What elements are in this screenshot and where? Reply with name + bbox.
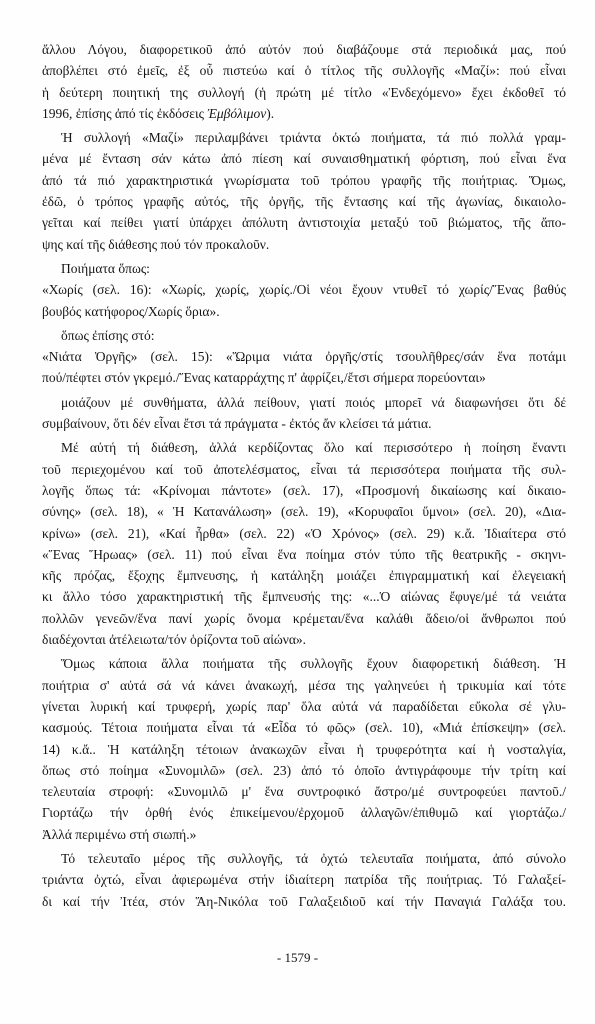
text-line [42, 413, 566, 434]
text-line [42, 325, 566, 346]
text-line [42, 629, 566, 650]
line-text: πού/πέφτει στόν γκρεμό./Ἕνας καταρράχτης π' ἀφρίζει,/ἔτσι σήμερα πορεύονται» [42, 370, 486, 386]
text-line [42, 103, 566, 124]
text-line [42, 39, 566, 60]
line-text: Ἀλλά περιμένω στή σιωπή.» [42, 826, 197, 842]
text-line [42, 891, 566, 912]
text-line [42, 696, 566, 717]
line-text: ἡ δεύτερη ποιητική της συλλογή (ἡ πρώτη μέ τίτλο «Ἐνδεχόμενο» ἔχει ἐκδοθεῖ τό [42, 84, 566, 100]
line-segment: 1996, ἐπίσης ἀπό τίς ἐκδόσεις [42, 105, 208, 121]
line-text: Ὅμως κάποια ἄλλα ποιήματα τῆς συλλογῆς ἔχουν διαφορετική διάθεση. Ἡ [61, 656, 566, 672]
body-text [42, 39, 566, 912]
line-text: διαδέχονται ἀτέλειωτα/τόν ὁρίζοντα τοῦ αἰώνα». [42, 632, 307, 648]
paragraph [42, 653, 566, 845]
text-line [42, 170, 566, 191]
paragraph [42, 127, 566, 255]
line-text: δι καί τήν Ἰτέα, στόν Ἅη-Νικόλα τοῦ Γαλαξειδιοῦ καί τήν Παναγιά Γαλάξα του. [42, 893, 566, 909]
text-line [42, 824, 566, 845]
line-text: Τό τελευταῖο μέρος τῆς συλλογῆς, τά ὀχτώ τελευταῖα ποιήματα, ἀπό σύνολο [61, 850, 566, 866]
text-line [42, 480, 566, 501]
line-text: κρίνω» (σελ. 21), «Καί ἦρθα» (σελ. 22) «Ὁ Χρόνος» (σελ. 29) κ.ἄ. Ἰδιαίτερα στό [42, 525, 566, 541]
quote-line [42, 367, 566, 388]
line-text: μοιάζουν μέ συνθήματα, ἀλλά πείθουν, γιατί ποιός μπορεῖ νά διαφωνήσει ὅτι δέ [61, 394, 566, 410]
paragraph [42, 437, 566, 650]
quote-line [42, 279, 566, 300]
paragraph [42, 39, 566, 124]
text-line [42, 565, 566, 586]
line-text: ποιήτρια σ' αὐτά σά νά κάνει ἀνακωχή, μέσα της γαληνεύει ἡ τρικυμία καί τότε [42, 677, 566, 693]
text-line [42, 212, 566, 233]
text-line [42, 127, 566, 148]
text-line [42, 523, 566, 544]
line-text: συμβαίνουν, ὅτι δέν εἶναι ἔτσι τά πράγματα - ἐκτός ἄν κλείσει τά μάτια. [42, 416, 432, 432]
line-text: σύνης» (σελ. 18), « Ἡ Κατανάλωση» (σελ. 19), «Κορυφαῖοι ὕμνοι» (σελ. 20), «Δια- [42, 504, 566, 520]
line-text: «Χωρίς (σελ. 16): «Χωρίς, χωρίς, χωρίς./Οἱ νέοι ἔχουν ντυθεῖ τό χωρίς/Ἕνας βαθύς [42, 282, 566, 298]
text-line [42, 869, 566, 890]
line-text: ἀπό τά πιό χαρακτηριστικά γνωρίσματα τοῦ τρόπου γραφῆς τῆς ποιήτριας. Ὅμως, [42, 172, 566, 188]
italic-title: Ἐμβόλιμον [207, 105, 267, 121]
quote-line [42, 346, 566, 367]
line-text: τοῦ περιεχομένου καί τοῦ ἀποτελέσματος, εἶναι τά περισσότερα ποιήματα τῆς συλ- [42, 461, 566, 477]
line-text: μένα μέ ἔνταση σάν κάτω ἀπό πίεση καί συναισθηματική φόρτιση, πού εἶναι ἕνα [42, 151, 566, 167]
line-text: ὅπως ἐπίσης στό: [61, 327, 155, 343]
text-line [42, 653, 566, 674]
paragraph [42, 325, 566, 389]
line-text: Μέ αὐτή τή διάθεση, ἀλλά κερδίζοντας ὅλο καί περισσότερο ἡ ποίηση ἔναντι [61, 440, 566, 456]
text-line [42, 82, 566, 103]
line-text: Γιορτάζω τήν ὀρθή ἑνός ἐπικείμενου/ἐρχομοῦ ἀλλαγῶν/ἐπιθυμῶ καί γιορτάζω./ [42, 805, 566, 821]
line-text: ἄλλου Λόγου, διαφορετικοῦ ἀπό αὐτόν πού διαβάζουμε στά περιοδικά μας, πού [42, 42, 566, 57]
text-line [42, 608, 566, 629]
text-line [42, 258, 566, 279]
line-text: τελευταία στροφή: «Συνομιλῶ μ' ἕνα συντροφικό ἄστρο/μέ συντροφεύει παντοῦ./ [42, 784, 566, 800]
line-text: Ἡ συλλογή «Μαζί» περιλαμβάνει τριάντα ὀκτώ ποιήματα, τά πιό πολλά γραμ- [61, 130, 566, 146]
paragraph [42, 392, 566, 435]
text-line [42, 392, 566, 413]
text-line [42, 148, 566, 169]
line-text: πολλῶν γενεῶν/ἕνα πανί χωρίς ὄνομα κρέμεται/ἕνα καλάθι ἄδειο/οἱ ἄνθρωποι πού [42, 610, 566, 626]
line-text: ψης καί τῆς διάθεσης πού τόν προκαλοῦν. [42, 236, 270, 252]
line-text: λογῆς ὅπως τά: «Κρίνομαι πάντοτε» (σελ. 17), «Προσμονή δικαίωσης καί δικαιο- [42, 482, 566, 498]
text-line [42, 675, 566, 696]
text-line [42, 234, 566, 255]
paragraph [42, 848, 566, 912]
line-text: τριάντα ὀχτώ, εἶναι ἀφιερωμένα στήν ἰδιαίτερη πατρίδα τῆς ποιήτριας. Τό Γαλαξεί- [42, 872, 566, 888]
line-text: κι ἄλλο τόσο χαρακτηριστική τῆς ἔμπνευσής της: «...Ὁ αἰώνας ἔφυγε/μέ τά νειάτα [42, 589, 566, 605]
text-line [42, 501, 566, 522]
text-line [42, 459, 566, 480]
text-line [42, 717, 566, 738]
paragraph [42, 258, 566, 322]
text-line [42, 760, 566, 781]
text-line [42, 781, 566, 802]
quote-line [42, 301, 566, 322]
line-text: 14) κ.ἄ.. Ἡ κατάληξη τέτοιων ἀνακωχῶν εἶναι ἡ τρυφερότητα καί ἡ νοσταλγία, [42, 741, 566, 757]
text-line [42, 848, 566, 869]
line-text [42, 103, 274, 124]
text-line [42, 191, 566, 212]
line-text: γίνεται λυρική καί τρυφερή, χωρίς παρ' ὅλα αὐτά νά παραδίδεται εὔκολα σέ γλυ- [42, 698, 566, 714]
text-line [42, 437, 566, 458]
line-text: Ποιήματα ὅπως: [61, 260, 150, 276]
text-line [42, 60, 566, 81]
line-text: γεῖται καί πείθει γιατί ὑπάρχει ἀπόλυτη ἀντιστοιχία μεταξύ τοῦ βιώματος, τῆς ἄπο- [42, 215, 566, 231]
text-line [42, 544, 566, 565]
text-line [42, 586, 566, 607]
line-text: «Ἕνας Ἥρωας» (σελ. 11) πού εἶναι ἕνα ποίημα στόν τύπο τῆς θεατρικῆς - σκηνι- [42, 546, 566, 562]
text-line [42, 739, 566, 760]
line-text: κασμούς. Τέτοια ποιήματα εἶναι τά «Εἶδα τό φῶς» (σελ. 10), «Μιά ἐπίσκεψη» (σελ. [42, 720, 566, 736]
line-text: ὅπως στό ποίημα «Συνομιλῶ» (σελ. 23) ἀπό τό ὁποῖο ἀντιγράφουμε τήν τρίτη καί [42, 762, 566, 778]
line-text: βουβός κατήφορος/Χωρίς ὅρια». [42, 303, 220, 319]
line-text: ἀποβλέπει στό ἐμεῖς, ἐξ οὗ πιστεύω καί ὁ τίτλος τῆς συλλογῆς «Μαζί»: πού εἶναι [42, 63, 566, 79]
line-text: ἐδῶ, ὁ τρόπος γραφῆς αὐτός, τῆς ὀργῆς, τῆς ἔντασης καί τῆς ἀγωνίας, δικαιολο- [42, 194, 566, 210]
line-segment: ). [266, 105, 275, 121]
line-text: κῆς πρόζας, ἔξοχης ἔμπνευσης, ἡ κατάληξη μοιάζει ἐπιγραμματική καί ἐλεγειακή [42, 568, 566, 584]
line-text: «Νιάτα Ὀργῆς» (σελ. 15): «Ὥριμα νιάτα ὀργῆς/στίς τσουλῆθρες/σάν ἕνα ποτάμι [42, 349, 566, 365]
text-line [42, 802, 566, 823]
page-number: - 1579 - [276, 950, 319, 965]
